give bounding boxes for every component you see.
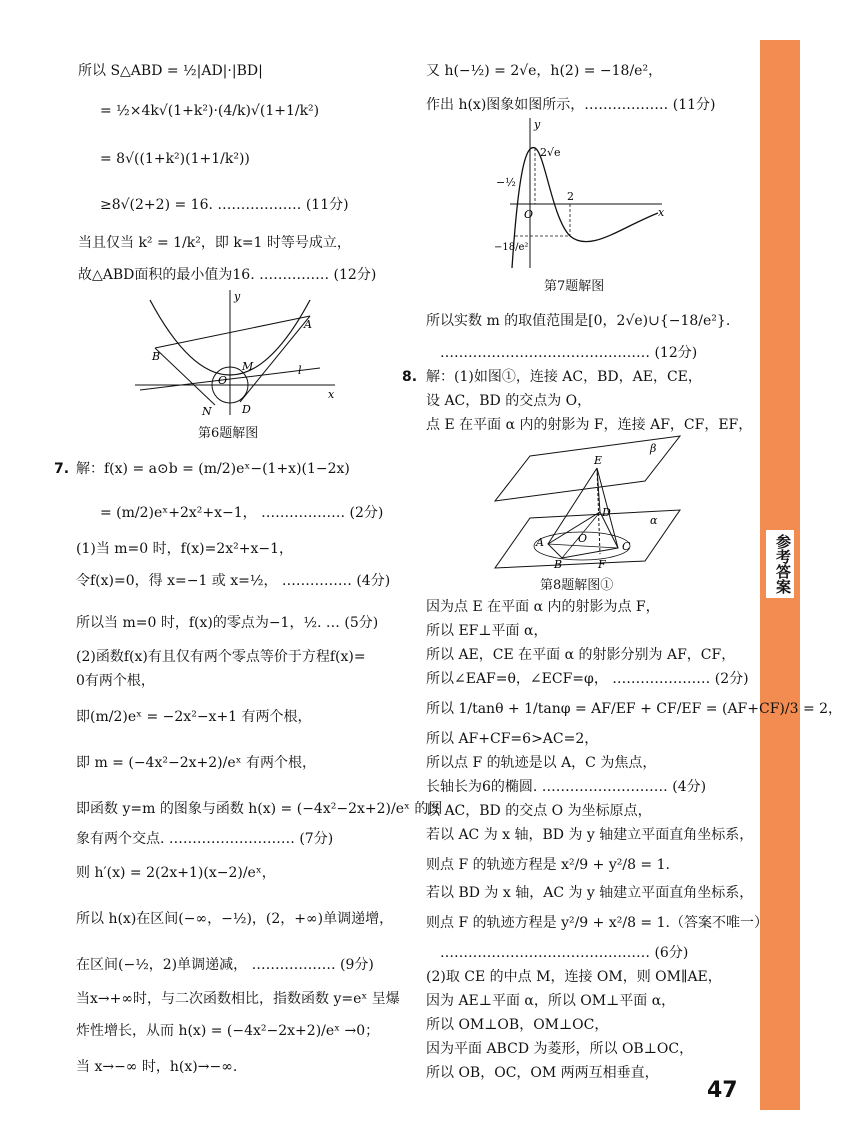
line: ……………………………………… (12分)	[440, 345, 698, 361]
label-o: O	[578, 532, 588, 545]
label-f: F	[598, 558, 606, 571]
label-two: 2	[567, 190, 574, 203]
line: 作出 h(x)图象如图所示，……………… (11分)	[426, 97, 716, 113]
side-tab-label: 参考答案	[766, 530, 794, 598]
label-top: 2√e	[540, 146, 561, 159]
line: 0有两个根，	[76, 673, 155, 689]
line-ad	[240, 316, 310, 402]
line: 所以 1/tanθ + 1/tanφ = AF/EF + CF/EF = (AF+CF)/3 = 2，	[426, 701, 842, 717]
line: (2)函数f(x)有且仅有两个零点等价于方程f(x)=	[76, 649, 366, 665]
line: ≥8√(2+2) = 16. ……………… (11分)	[100, 197, 349, 213]
line: 象有两个交点. ……………………… (7分)	[76, 831, 334, 847]
line: = ½×4k√(1+k²)·(4/k)√(1+1/k²)	[100, 103, 320, 119]
figure-8	[490, 436, 690, 574]
line: 即 m = (−4x²−2x+2)/eˣ 有两个根，	[76, 755, 316, 771]
line: 即函数 y=m 的图象与函数 h(x) = (−4x²−2x+2)/eˣ 的图	[76, 801, 443, 817]
line: 长轴长为6的椭圆. ……………………… (4分)	[426, 779, 707, 795]
line: 所以 AE，CE 在平面 α 的射影分别为 AF，CF，	[426, 647, 736, 663]
line: 点 E 在平面 α 内的射影为 F，连接 AF，CF，EF，	[426, 417, 753, 433]
label-x: x	[328, 388, 335, 401]
label-alpha: α	[650, 514, 658, 527]
line: 所以 S△ABD = ½|AD|·|BD|	[78, 63, 263, 79]
line: 所以 OB，OC，OM 两两互相垂直，	[426, 1065, 659, 1081]
line: 即(m/2)eˣ = −2x²−x+1 有两个根，	[76, 709, 312, 725]
line: 又 h(−½) = 2√e，h(2) = −18/e²，	[426, 63, 663, 79]
h-curve	[512, 148, 658, 268]
line: 则点 F 的轨迹方程是 y²/9 + x²/8 = 1.（答案不唯一）	[426, 915, 768, 931]
line: (2)取 CE 的中点 M，连接 OM，则 OM∥AE，	[426, 969, 722, 985]
figure-7	[490, 118, 670, 273]
line: 当x→+∞时，与二次函数相比，指数函数 y=eˣ 呈爆	[76, 991, 400, 1007]
label-n: N	[202, 405, 212, 418]
label-a: A	[536, 536, 544, 549]
line: 炸性增长，从而 h(x) = (−4x²−2x+2)/eˣ →0；	[76, 1023, 380, 1039]
line: 所以实数 m 的取值范围是[0，2√e)∪{−18/e²}.	[426, 313, 731, 329]
label-y: y	[234, 290, 241, 303]
question-8-label: 8.	[402, 369, 418, 385]
line: 所以∠EAF=θ，∠ECF=φ， ………………… (2分)	[426, 671, 749, 687]
figure-6-caption: 第6题解图	[198, 426, 259, 441]
line-ab	[155, 316, 310, 348]
line: 解：f(x) = a⊙b = (m/2)eˣ−(1+x)(1−2x)	[76, 461, 350, 477]
line: 故△ABD面积的最小值为16. …………… (12分)	[78, 267, 377, 283]
line: 当 x→−∞ 时，h(x)→−∞.	[76, 1059, 238, 1075]
line: = (m/2)eˣ+2x²+x−1， ……………… (2分)	[100, 505, 384, 521]
line: 以 AC，BD 的交点 O 为坐标原点，	[426, 803, 652, 819]
line: (1)当 m=0 时，f(x)=2x²+x−1，	[76, 541, 294, 557]
figure-7-caption: 第7题解图	[544, 279, 605, 294]
label-b: B	[554, 558, 563, 571]
line: 所以 OM⊥OB，OM⊥OC，	[426, 1017, 609, 1033]
line: 因为 AE⊥平面 α，所以 OM⊥平面 α，	[426, 993, 676, 1009]
line: ……………………………………… (6分)	[440, 945, 689, 961]
line: 则 h′(x) = 2(2x+1)(x−2)/eˣ，	[76, 865, 276, 881]
label-m: M	[242, 360, 254, 373]
label-e: E	[594, 454, 603, 467]
figure-8-caption: 第8题解图①	[540, 578, 614, 593]
label-x: x	[658, 206, 665, 219]
line: 若以 BD 为 x 轴，AC 为 y 轴建立平面直角坐标系，	[426, 885, 754, 901]
line: 若以 AC 为 x 轴，BD 为 y 轴建立平面直角坐标系，	[426, 827, 754, 843]
line-bn	[155, 348, 215, 405]
line: 则点 F 的轨迹方程是 x²/9 + y²/8 = 1.	[426, 857, 670, 873]
line: 所以 h(x)在区间(−∞，−½)，(2，+∞)单调递增，	[76, 911, 394, 927]
line: 所以当 m=0 时，f(x)的零点为−1，½. … (5分)	[76, 615, 379, 631]
label-beta: β	[650, 442, 657, 455]
label-b: B	[152, 350, 161, 363]
line: 解：(1)如图①，连接 AC，BD，AE，CE，	[426, 369, 702, 385]
line: 因为点 E 在平面 α 内的射影为点 F，	[426, 599, 660, 615]
label-d: D	[602, 506, 611, 519]
figure-6	[130, 290, 340, 420]
label-min: −18/e²	[494, 242, 529, 253]
label-o: O	[524, 208, 534, 221]
question-7-label: 7.	[54, 461, 70, 477]
line: 在区间(−½，2)单调递减， ……………… (9分)	[76, 957, 374, 973]
line: = 8√((1+k²)(1+1/k²))	[100, 151, 250, 167]
label-d: D	[242, 403, 251, 416]
line: 所以点 F 的轨迹是以 A，C 为焦点，	[426, 755, 657, 771]
line: 所以 AF+CF=6>AC=2，	[426, 731, 599, 747]
line: 当且仅当 k² = 1/k²，即 k=1 时等号成立，	[78, 235, 351, 251]
label-o: O	[218, 374, 228, 387]
label-c: C	[622, 540, 631, 553]
line: 设 AC，BD 的交点为 O，	[426, 393, 592, 409]
label-a: A	[304, 318, 312, 331]
line: 令f(x)=0，得 x=−1 或 x=½， …………… (4分)	[76, 573, 391, 589]
label-neg-half: −½	[496, 176, 516, 189]
label-l: l	[298, 364, 302, 377]
line: 因为平面 ABCD 为菱形，所以 OB⊥OC，	[426, 1041, 694, 1057]
line: 所以 EF⊥平面 α，	[426, 623, 548, 639]
page-number: 47	[707, 1078, 738, 1103]
label-y: y	[534, 118, 541, 131]
